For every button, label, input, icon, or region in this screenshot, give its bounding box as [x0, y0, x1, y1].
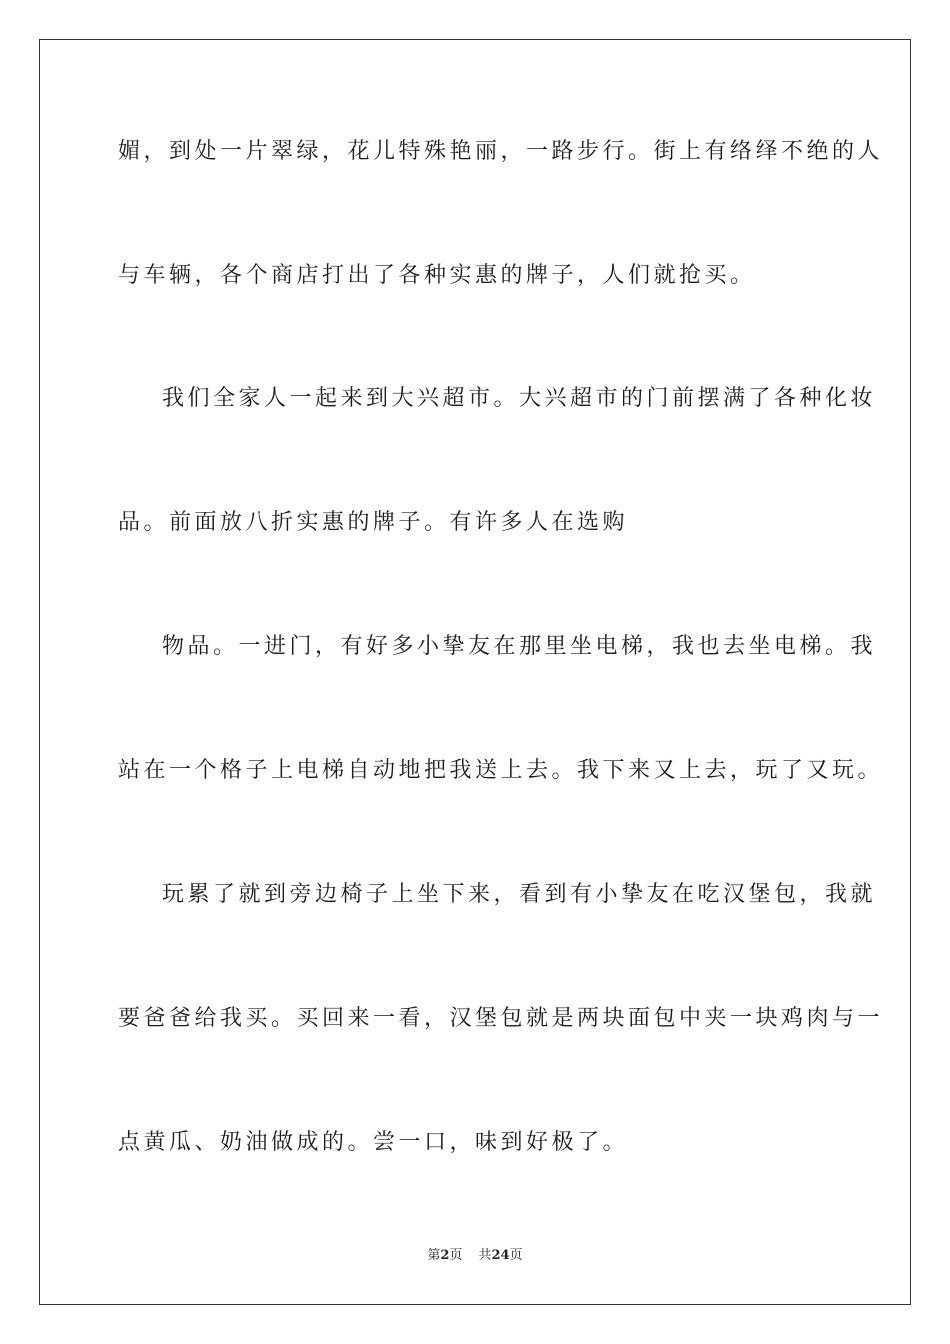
text-line-5: 物品。一进门，有好多小挚友在那里坐电梯，我也去坐电梯。我 — [162, 634, 877, 659]
page-suffix: 页 — [449, 1248, 463, 1263]
text-line-4: 品。前面放八折实惠的牌子。有许多人在选购 — [118, 510, 629, 535]
page-prefix: 第 — [427, 1248, 441, 1263]
text-line-3: 我们全家人一起来到大兴超市。大兴超市的门前摆满了各种化妆 — [162, 386, 877, 411]
total-pages: 24 — [491, 1248, 510, 1263]
page-border — [39, 39, 911, 1305]
text-line-8: 要爸爸给我买。买回来一看，汉堡包就是两块面包中夹一块鸡肉与一 — [118, 1006, 884, 1031]
text-line-7: 玩累了就到旁边椅子上坐下来，看到有小挚友在吃汉堡包，我就 — [162, 882, 877, 907]
page-footer — [0, 1247, 950, 1265]
text-line-6: 站在一个格子上电梯自动地把我送上去。我下来又上去，玩了又玩。 — [118, 758, 884, 783]
total-prefix: 共 — [478, 1248, 492, 1263]
text-line-9: 点黄瓜、奶油做成的。尝一口，味到好极了。 — [118, 1130, 629, 1155]
text-line-1: 媚，到处一片翠绿，花儿特殊艳丽，一路步行。街上有络绎不绝的人 — [118, 139, 884, 164]
page-number: 2 — [440, 1248, 450, 1263]
text-line-2: 与车辆，各个商店打出了各种实惠的牌子，人们就抢买。 — [118, 263, 756, 288]
total-suffix: 页 — [509, 1248, 523, 1263]
